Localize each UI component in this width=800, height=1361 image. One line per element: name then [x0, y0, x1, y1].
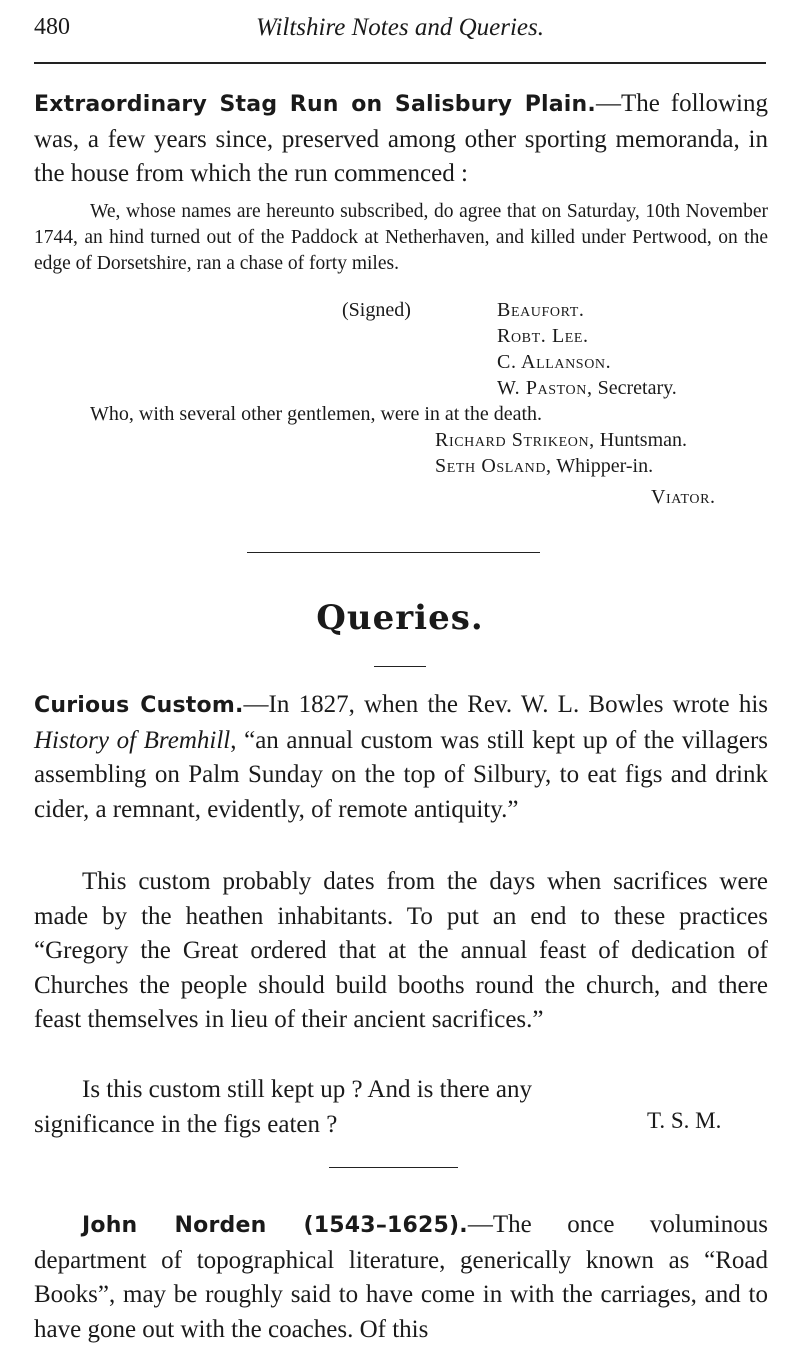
- stag-run-title: Extraordinary Stag Run on Salisbury Plain.: [34, 92, 596, 117]
- signatory-beaufort: Beaufort.: [497, 299, 585, 321]
- header-rule: [34, 62, 766, 64]
- article-divider: [329, 1167, 458, 1168]
- curious-custom-title: Curious Custom.: [34, 693, 244, 718]
- whipper-line: Seth Osland, Whipper-in.: [435, 455, 654, 477]
- death-line: Who, with several other gentlemen, were in at the death.: [90, 403, 543, 425]
- section-divider: [247, 552, 540, 553]
- page-number: 480: [34, 14, 70, 40]
- queries-heading: Queries.: [316, 598, 484, 638]
- curious-custom-author: T. S. M.: [647, 1108, 722, 1133]
- signed-label: (Signed): [342, 299, 411, 321]
- running-header: [34, 14, 766, 44]
- john-norden-title: John Norden (1543–1625).: [82, 1213, 468, 1238]
- john-norden-paragraph: John Norden (1543–1625).—The once voluminous department of topographical literature, generically known as “Road Books”, may be roughly said to have come in with the carriages, and to have gone out with the coaches. Of this: [34, 1211, 768, 1343]
- curious-custom-paragraph-2: This custom probably dates from the days when sacrifices were made by the heathen inhabitants. To put an end to these practices “Gregory the Great ordered that at the annual feast of dedication of Churches the people should build booths round the church, and there feast themselves in lieu of their ancient sacrifices.”: [34, 868, 768, 1033]
- curious-custom-paragraph-1: Curious Custom.—In 1827, when the Rev. W. L. Bowles wrote his History of Bremhill, “an annual custom was still kept up of the villagers assembling on Palm Sunday on the top of Silbury, to eat figs and drink cider, a remnant, evidently, of remote antiquity.”: [34, 691, 768, 823]
- huntsman-line: Richard Strikeon, Huntsman.: [435, 429, 687, 451]
- running-title: Wiltshire Notes and Queries.: [256, 14, 544, 41]
- stag-run-author: Viator.: [651, 486, 716, 508]
- stag-run-paragraph: [34, 87, 768, 192]
- stag-run-intro: —The following was, a few years since, preserved among other sporting memoranda, in the house from which the run commenced :: [34, 90, 768, 187]
- book-title: History of Bremhill: [34, 726, 231, 754]
- signatory-paston: W. Paston, Secretary.: [497, 377, 677, 399]
- stag-run-memo: We, whose names are hereunto subscribed, do agree that on Saturday, 10th November 1744, an hind turned out of the Paddock at Netherhaven, and killed under Pertwood, on the edge of Dorsetshire, ran a chase of forty miles.: [34, 201, 768, 274]
- signatory-allanson: C. Allanson.: [497, 351, 612, 373]
- curious-custom-paragraph-3: Is this custom still kept up ? And is there any significance in the figs eaten ?: [34, 1076, 532, 1138]
- signatory-lee: Robt. Lee.: [497, 325, 589, 347]
- queries-divider: [374, 666, 426, 667]
